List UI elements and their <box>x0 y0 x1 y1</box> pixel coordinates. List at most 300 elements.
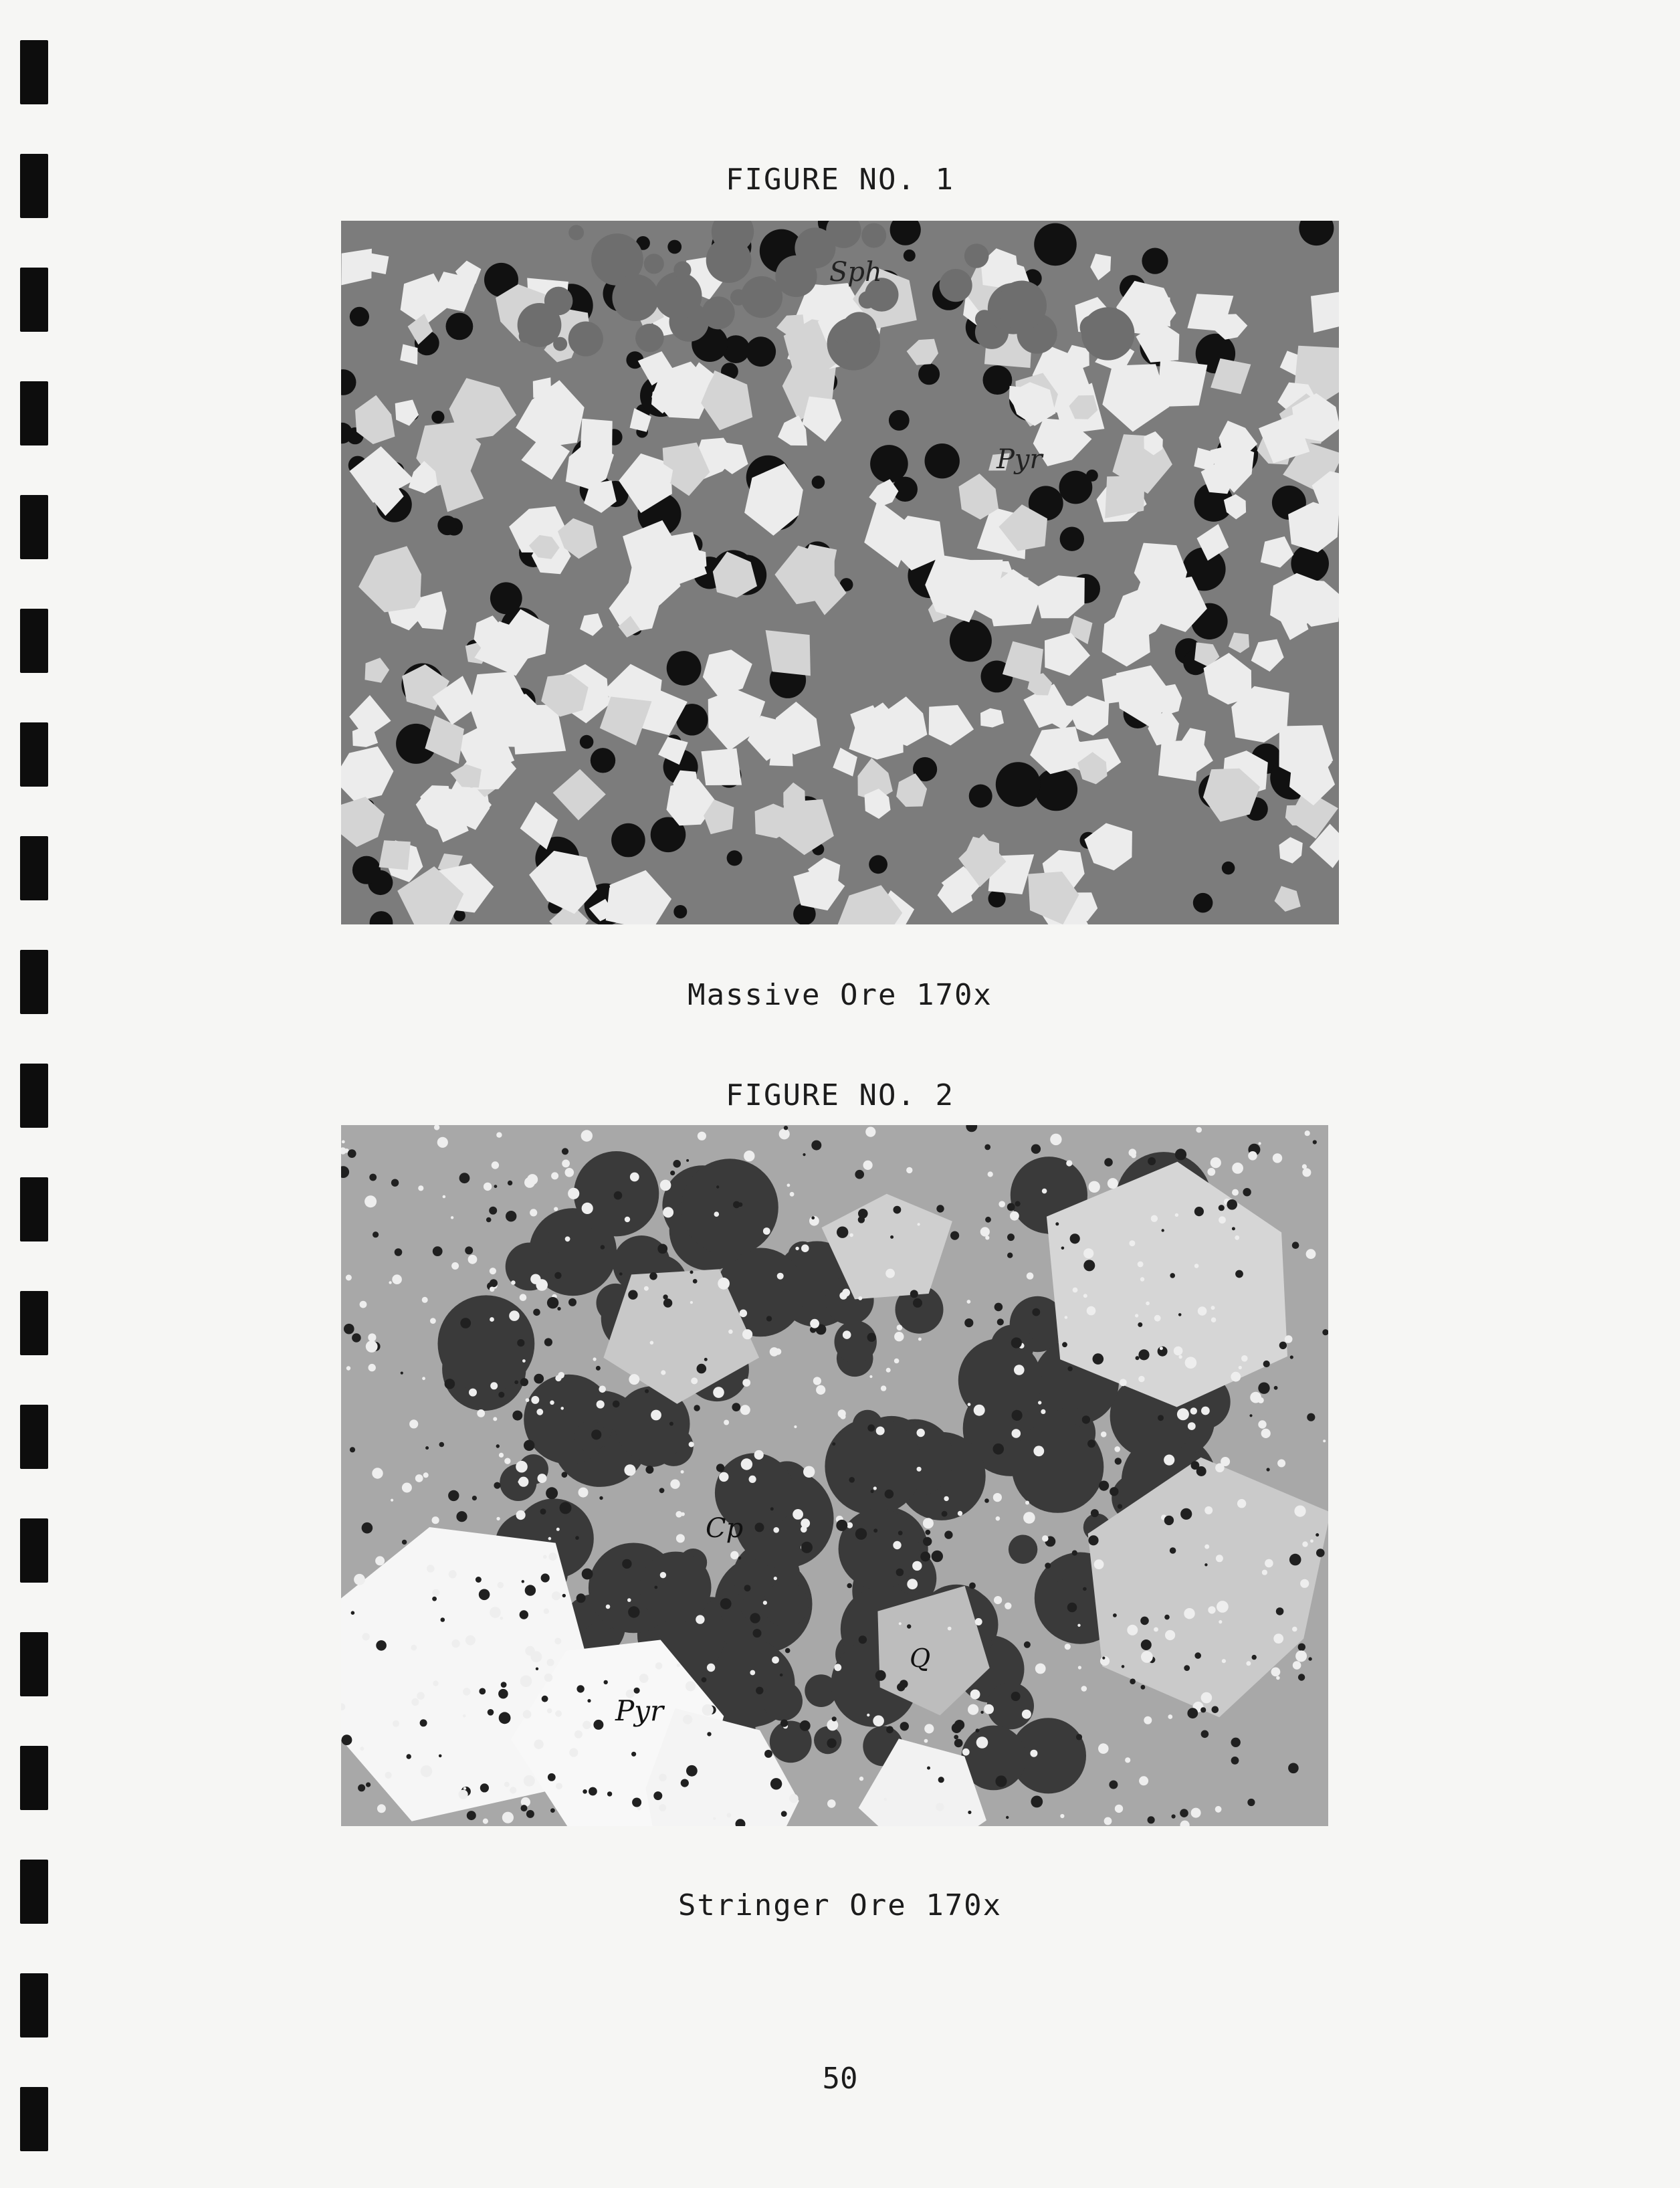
texture-speck <box>1138 1322 1142 1327</box>
texture-speck <box>719 1472 728 1482</box>
texture-speck <box>780 1719 788 1726</box>
texture-speck <box>1177 1408 1189 1420</box>
texture-speck <box>698 1132 706 1140</box>
texture-speck <box>1248 1151 1257 1161</box>
texture-speck <box>714 1211 720 1217</box>
texture-speck <box>741 1458 752 1470</box>
texture-speck <box>1293 1661 1301 1670</box>
texture-speck <box>350 1447 355 1452</box>
texture-speck <box>1110 1487 1118 1496</box>
texture-speck <box>488 1709 494 1716</box>
texture-speck <box>411 1698 419 1706</box>
texture-speck <box>693 1279 698 1284</box>
texture-speck <box>544 1609 549 1614</box>
texture-speck <box>463 1688 470 1695</box>
texture-speck <box>755 1522 764 1532</box>
dark-vein-patch <box>1009 1535 1037 1564</box>
texture-speck <box>432 1589 439 1597</box>
texture-speck <box>794 1425 797 1428</box>
texture-speck <box>362 1633 370 1640</box>
texture-speck <box>576 1593 586 1603</box>
texture-speck <box>681 1470 684 1474</box>
texture-speck <box>1231 1738 1241 1747</box>
texture-speck <box>1099 1481 1109 1491</box>
texture-speck <box>1243 1188 1251 1196</box>
texture-speck <box>793 1509 803 1520</box>
texture-speck <box>1165 1630 1175 1640</box>
texture-speck <box>490 1382 498 1389</box>
matrix-patch <box>1081 307 1134 360</box>
texture-speck <box>401 1372 403 1375</box>
texture-speck <box>479 1589 490 1601</box>
texture-speck <box>548 1553 556 1561</box>
figure-2-caption: Stringer Ore 170x <box>677 1888 1003 1922</box>
texture-speck <box>520 1378 528 1386</box>
texture-speck <box>980 1711 983 1714</box>
texture-speck <box>517 1339 524 1347</box>
texture-speck <box>756 1687 763 1694</box>
texture-speck <box>984 1498 989 1503</box>
texture-speck <box>520 1294 527 1301</box>
texture-speck <box>1204 1545 1209 1549</box>
texture-speck <box>936 1205 944 1212</box>
texture-speck <box>912 1561 922 1571</box>
texture-speck <box>1305 1130 1310 1136</box>
dark-vein-patch <box>814 1726 841 1754</box>
texture-speck <box>504 1782 510 1787</box>
texture-speck <box>1031 1796 1043 1808</box>
texture-speck <box>369 1174 377 1181</box>
texture-speck <box>628 1290 637 1300</box>
void-spot <box>950 619 992 662</box>
texture-speck <box>801 1518 810 1528</box>
texture-speck <box>479 1688 486 1695</box>
texture-speck <box>897 1683 905 1691</box>
texture-speck <box>675 1511 682 1518</box>
void-spot <box>1059 471 1093 504</box>
void-spot <box>673 905 687 918</box>
texture-speck <box>1070 1233 1080 1244</box>
texture-speck <box>520 1676 532 1688</box>
texture-speck <box>1055 1222 1059 1225</box>
texture-speck <box>627 1598 631 1602</box>
texture-speck <box>1246 1661 1251 1666</box>
texture-speck <box>894 1206 902 1214</box>
texture-speck <box>742 1329 752 1339</box>
texture-speck <box>883 1798 887 1801</box>
texture-speck <box>1066 1160 1072 1166</box>
texture-speck <box>1191 1808 1201 1818</box>
matrix-patch <box>741 276 782 318</box>
binding-hole <box>20 1632 48 1696</box>
texture-speck <box>465 1246 473 1254</box>
void-spot <box>1142 248 1168 274</box>
texture-speck <box>924 1739 928 1743</box>
texture-speck <box>1184 1608 1194 1619</box>
texture-speck <box>740 1310 748 1318</box>
texture-speck <box>690 1301 693 1304</box>
texture-speck <box>995 1775 1007 1787</box>
texture-speck <box>526 1398 530 1402</box>
texture-speck <box>1184 1665 1190 1671</box>
label-pyr-2: Pyr <box>615 1694 664 1727</box>
texture-speck <box>344 1324 354 1334</box>
texture-speck <box>974 1405 985 1416</box>
binding-hole <box>20 40 48 104</box>
texture-speck <box>1010 1211 1019 1221</box>
texture-speck <box>968 1811 971 1814</box>
texture-speck <box>1232 1189 1239 1196</box>
texture-speck <box>1247 1799 1255 1806</box>
texture-speck <box>849 1233 853 1237</box>
texture-speck <box>773 1527 779 1533</box>
texture-speck <box>742 1379 750 1387</box>
texture-speck <box>1154 1627 1158 1632</box>
texture-speck <box>801 1244 809 1252</box>
texture-speck <box>1219 1205 1225 1211</box>
texture-speck <box>494 1185 498 1188</box>
texture-speck <box>1188 1422 1196 1430</box>
texture-speck <box>543 1555 547 1559</box>
texture-speck <box>568 1188 579 1199</box>
texture-speck <box>885 1490 894 1499</box>
texture-speck <box>733 1201 740 1209</box>
texture-speck <box>554 1207 558 1211</box>
texture-speck <box>1141 1651 1153 1663</box>
texture-speck <box>1262 1570 1267 1575</box>
texture-speck <box>645 1389 649 1393</box>
texture-speck <box>923 1518 934 1528</box>
texture-speck <box>385 1772 392 1779</box>
matrix-patch <box>568 322 603 357</box>
matrix-patch <box>673 262 691 279</box>
texture-speck <box>544 1338 552 1346</box>
texture-speck <box>624 1464 635 1476</box>
texture-speck <box>962 1749 970 1756</box>
binding-hole <box>20 2087 48 2151</box>
texture-speck <box>531 1396 539 1404</box>
texture-speck <box>492 1161 499 1169</box>
void-spot <box>352 856 381 884</box>
texture-speck <box>917 1467 922 1472</box>
texture-speck <box>1122 1665 1125 1668</box>
texture-speck <box>753 1629 762 1637</box>
texture-speck <box>1241 1355 1248 1362</box>
texture-speck <box>730 1551 738 1559</box>
texture-speck <box>490 1317 494 1322</box>
texture-speck <box>451 1262 459 1270</box>
texture-speck <box>1263 1361 1270 1367</box>
matrix-patch <box>842 312 877 346</box>
texture-speck <box>984 1704 994 1714</box>
texture-speck <box>551 1172 558 1179</box>
void-spot <box>490 582 522 614</box>
matrix-patch <box>975 310 994 328</box>
texture-speck <box>858 1296 862 1300</box>
texture-speck <box>496 1517 500 1520</box>
texture-speck <box>456 1511 467 1522</box>
texture-speck <box>1175 1149 1186 1160</box>
texture-speck <box>855 1528 867 1540</box>
texture-speck <box>958 1511 962 1516</box>
texture-speck <box>524 1440 534 1451</box>
texture-speck <box>993 1444 1005 1455</box>
texture-speck <box>1033 1446 1044 1456</box>
texture-speck <box>540 1508 546 1514</box>
texture-speck <box>1136 1356 1140 1360</box>
texture-speck <box>865 1127 875 1137</box>
texture-speck <box>906 1167 912 1173</box>
texture-speck <box>509 1310 520 1321</box>
texture-speck <box>372 1468 383 1478</box>
texture-speck <box>1118 1504 1122 1509</box>
texture-speck <box>847 1583 852 1589</box>
texture-speck <box>1194 1207 1204 1216</box>
texture-speck <box>630 1173 639 1182</box>
dark-vein-patch <box>1051 1579 1081 1610</box>
texture-speck <box>716 1464 724 1472</box>
dark-vein-patch <box>853 1410 883 1440</box>
texture-speck <box>1164 1455 1174 1466</box>
texture-speck <box>463 1714 466 1718</box>
texture-speck <box>522 1580 524 1583</box>
texture-speck <box>1007 1233 1015 1241</box>
texture-speck <box>704 1358 708 1361</box>
texture-speck <box>689 1441 694 1447</box>
texture-speck <box>1310 1539 1314 1543</box>
texture-speck <box>415 1474 423 1482</box>
texture-speck <box>422 1377 425 1380</box>
texture-speck <box>663 1207 673 1217</box>
texture-speck <box>628 1606 639 1617</box>
texture-speck <box>366 1340 378 1353</box>
texture-speck <box>358 1784 365 1791</box>
texture-speck <box>524 1775 535 1787</box>
texture-speck <box>918 1338 922 1341</box>
texture-speck <box>1222 1659 1226 1663</box>
texture-speck <box>437 1137 448 1148</box>
texture-speck <box>376 1640 387 1651</box>
texture-speck <box>391 1499 393 1502</box>
texture-speck <box>1201 1730 1209 1738</box>
binding-hole <box>20 836 48 900</box>
texture-speck <box>1072 1551 1077 1556</box>
texture-speck <box>1151 1215 1158 1222</box>
texture-speck <box>354 1574 365 1585</box>
texture-speck <box>550 1808 555 1813</box>
texture-speck <box>606 1605 611 1609</box>
texture-speck <box>1140 1277 1144 1281</box>
texture-speck <box>476 1577 482 1583</box>
texture-speck <box>777 1273 784 1280</box>
texture-speck <box>1194 1264 1199 1268</box>
texture-speck <box>562 1594 566 1597</box>
texture-speck <box>1211 1306 1215 1310</box>
texture-speck <box>1083 1587 1087 1591</box>
texture-speck <box>1273 1153 1282 1163</box>
texture-speck <box>599 1386 606 1393</box>
texture-speck <box>582 1569 593 1580</box>
texture-speck <box>1011 1337 1022 1348</box>
texture-speck <box>1065 1316 1068 1319</box>
texture-speck <box>1302 1164 1307 1169</box>
texture-speck <box>1231 1372 1241 1382</box>
texture-speck <box>1211 1317 1217 1322</box>
texture-speck <box>924 1724 934 1733</box>
texture-speck <box>514 1381 518 1385</box>
texture-speck <box>1316 1549 1325 1557</box>
texture-speck <box>1139 1776 1148 1785</box>
texture-speck <box>1235 1235 1239 1240</box>
texture-speck <box>459 1790 468 1799</box>
texture-speck <box>421 1765 433 1777</box>
matrix-patch <box>519 329 532 342</box>
dark-vein-patch <box>640 1552 712 1623</box>
texture-speck <box>433 1246 443 1256</box>
texture-speck <box>484 1183 492 1191</box>
texture-speck <box>816 1385 825 1395</box>
texture-speck <box>876 1427 885 1435</box>
texture-speck <box>468 1255 478 1264</box>
label-q: Q <box>910 1644 931 1673</box>
texture-speck <box>1170 1273 1175 1278</box>
texture-speck <box>785 1648 791 1654</box>
texture-speck <box>1217 1601 1229 1613</box>
texture-speck <box>1005 1603 1011 1609</box>
texture-speck <box>1164 1516 1174 1525</box>
texture-speck <box>1062 1342 1067 1347</box>
texture-speck <box>1308 1657 1311 1660</box>
texture-speck <box>1207 1168 1215 1176</box>
texture-speck <box>855 1170 864 1179</box>
texture-speck <box>498 1582 504 1589</box>
texture-speck <box>369 1364 376 1371</box>
texture-speck <box>1190 1407 1197 1414</box>
texture-speck <box>1204 1563 1207 1566</box>
matrix-patch <box>568 225 584 240</box>
texture-speck <box>1267 1468 1270 1471</box>
texture-speck <box>1232 1227 1235 1230</box>
texture-speck <box>1232 1163 1243 1174</box>
void-spot <box>350 307 369 326</box>
matrix-patch <box>730 289 746 305</box>
texture-speck <box>1011 1692 1021 1701</box>
texture-speck <box>789 1794 799 1803</box>
mineral-grain <box>702 749 742 785</box>
texture-speck <box>843 1330 851 1339</box>
texture-speck <box>713 1387 724 1398</box>
texture-speck <box>1140 1617 1149 1625</box>
texture-speck <box>1088 1535 1098 1545</box>
stringer-ore-image <box>341 1125 1328 1826</box>
texture-speck <box>1292 1241 1299 1249</box>
texture-speck <box>913 1298 922 1308</box>
texture-speck <box>1087 1306 1096 1316</box>
texture-speck <box>1115 1458 1122 1464</box>
texture-speck <box>593 1720 603 1730</box>
texture-speck <box>827 1719 838 1730</box>
texture-speck <box>432 1516 439 1524</box>
texture-speck <box>351 1611 355 1615</box>
texture-speck <box>1158 1415 1164 1421</box>
texture-speck <box>527 1174 538 1185</box>
texture-speck <box>686 1159 689 1162</box>
texture-speck <box>894 1359 900 1364</box>
texture-speck <box>601 1245 605 1250</box>
texture-speck <box>1265 1559 1273 1568</box>
texture-speck <box>1185 1357 1197 1369</box>
texture-speck <box>1277 1460 1285 1468</box>
texture-speck <box>988 1171 993 1177</box>
texture-speck <box>691 1377 698 1384</box>
texture-speck <box>583 1721 591 1730</box>
texture-speck <box>432 1597 437 1601</box>
texture-speck <box>900 1722 909 1730</box>
texture-speck <box>654 1586 657 1589</box>
texture-speck <box>499 1712 511 1724</box>
void-spot <box>446 313 474 340</box>
texture-speck <box>373 1231 379 1237</box>
texture-speck <box>565 1168 574 1177</box>
binding-hole <box>20 381 48 445</box>
texture-speck <box>1279 1342 1287 1349</box>
texture-speck <box>1109 1781 1118 1789</box>
texture-speck <box>994 1596 1002 1604</box>
texture-speck <box>1204 1506 1213 1514</box>
texture-speck <box>849 1477 855 1483</box>
texture-speck <box>1093 1353 1104 1365</box>
texture-speck <box>521 1805 528 1811</box>
texture-speck <box>557 1307 560 1310</box>
texture-speck <box>425 1446 429 1450</box>
texture-speck <box>1148 1157 1156 1165</box>
binding-hole <box>20 1518 48 1583</box>
matrix-patch <box>702 296 735 329</box>
binding-hole <box>20 722 48 787</box>
texture-speck <box>1164 1615 1170 1620</box>
texture-speck <box>541 1573 550 1582</box>
binding-hole <box>20 1746 48 1810</box>
texture-speck <box>942 1511 948 1517</box>
texture-speck <box>360 1747 364 1751</box>
texture-speck <box>1012 1429 1021 1438</box>
texture-speck <box>469 1389 477 1397</box>
texture-speck <box>560 1502 572 1514</box>
texture-speck <box>1007 1253 1013 1258</box>
texture-speck <box>441 1617 445 1622</box>
texture-speck <box>1231 1757 1239 1765</box>
texture-speck <box>944 1496 948 1501</box>
texture-speck <box>1025 1501 1029 1505</box>
texture-speck <box>582 1203 593 1214</box>
texture-speck <box>1144 1716 1152 1724</box>
texture-speck <box>430 1318 436 1324</box>
texture-speck <box>589 1787 597 1796</box>
texture-speck <box>525 1646 535 1656</box>
texture-speck <box>886 1726 894 1733</box>
texture-speck <box>1174 1347 1183 1356</box>
texture-speck <box>1035 1664 1046 1674</box>
texture-speck <box>764 1750 772 1758</box>
texture-speck <box>696 1615 704 1623</box>
texture-speck <box>542 1696 548 1702</box>
dark-vein-patch <box>835 1320 877 1363</box>
texture-speck <box>863 1161 873 1170</box>
texture-speck <box>1138 1262 1144 1268</box>
texture-speck <box>451 1216 453 1219</box>
texture-speck <box>625 1217 630 1222</box>
texture-speck <box>1129 1240 1135 1246</box>
